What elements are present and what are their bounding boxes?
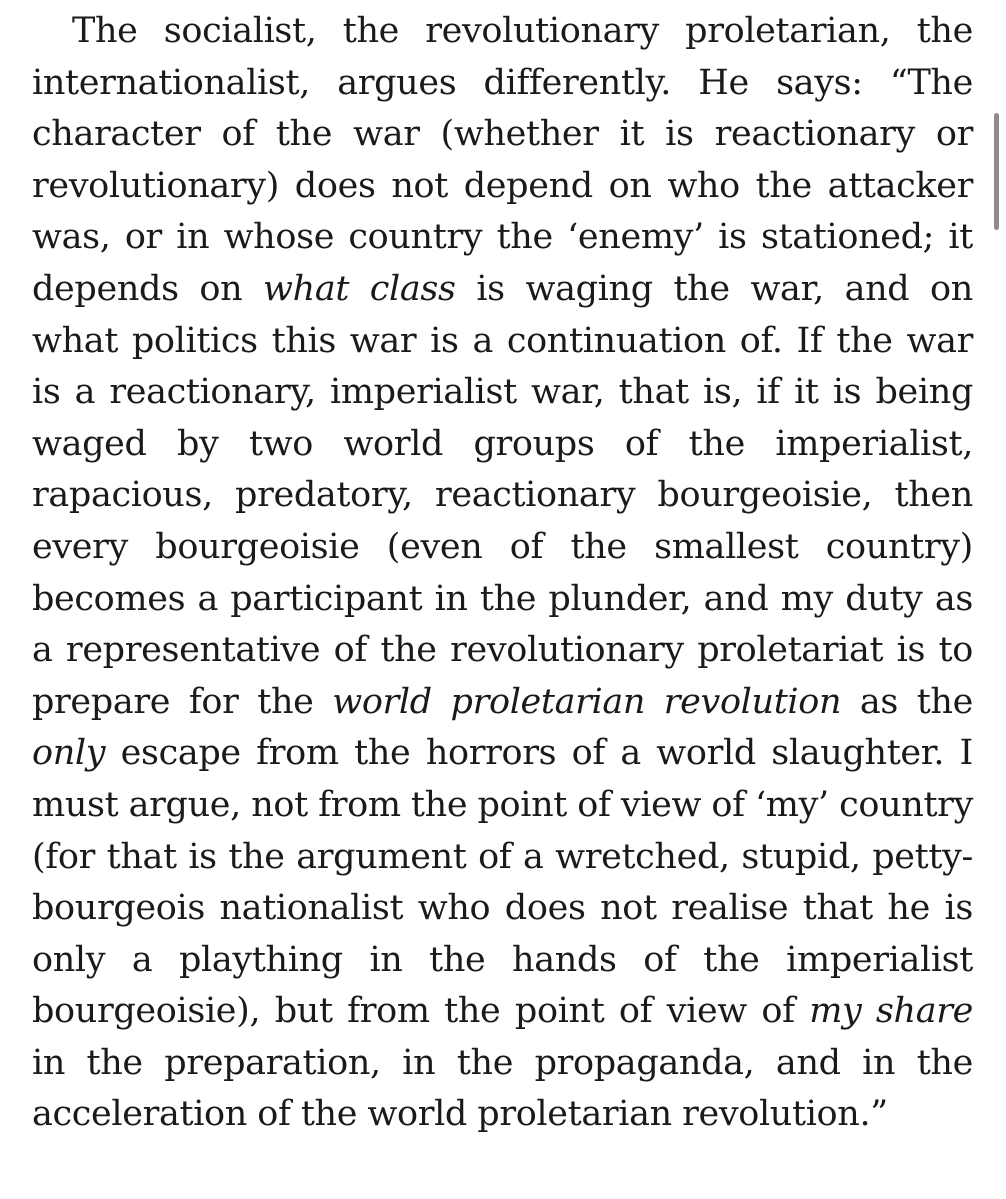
emphasis-only: only bbox=[32, 733, 106, 774]
text-block bbox=[32, 6, 973, 1141]
text-segment: as the bbox=[841, 681, 973, 722]
emphasis-my-share: my share bbox=[809, 991, 973, 1032]
emphasis-world-proletarian-revolution: world proletarian revolution bbox=[332, 681, 842, 722]
scrollbar-thumb[interactable] bbox=[994, 113, 999, 230]
quote-paragraph bbox=[32, 6, 973, 1141]
text-segment: escape from the horrors of a world slaughter. I must argue, not from the point of view of ‘my’ country (for that is the argument of a wretched, stupid, petty-bourgeois nationalist who does not realise that he is only a plaything in the hands of the imperialist bourgeoisie), but from the point of view of bbox=[32, 733, 973, 1032]
text-segment: in the preparation, in the propaganda, and in the acceleration of the world proletarian revolution.” bbox=[32, 1042, 973, 1135]
text-segment: is waging the war, and on what politics this war is a continuation of. If the war is a reactionary, imperialist war, that is, if it is being waged by two world groups of the imperialist, rapacious, predatory, reactionary bourgeoisie, then every bourgeoisie (even of the smallest country) becomes a participant in the plunder, and my duty as a representative of the revolutionary proletariat is to prepare for the bbox=[32, 268, 973, 722]
emphasis-what-class: what class bbox=[263, 268, 456, 309]
scrollbar[interactable] bbox=[988, 0, 1006, 1199]
text-segment: The socialist, the revolutionary proletarian, the internationalist, argues differently. He says: “The character of the war (whether it is reactionary or revolutionary) does not depend on who the attacker was, or in whose country the ‘enemy’ is stationed; it depends on bbox=[32, 11, 973, 309]
